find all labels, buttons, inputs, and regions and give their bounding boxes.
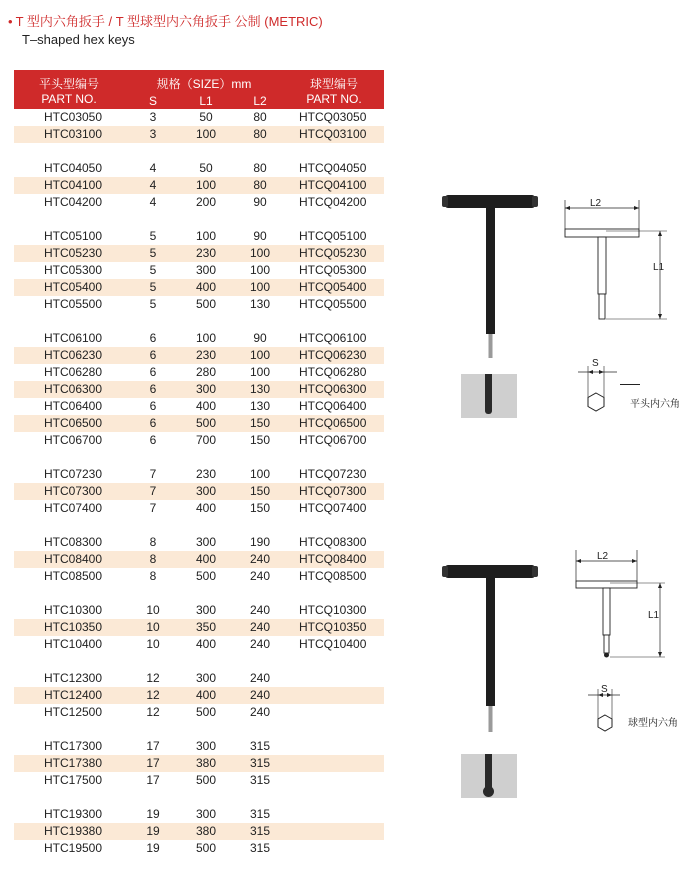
table-row	[14, 177, 384, 194]
dim-s-top: S	[592, 358, 599, 369]
size-s-cell: 4	[149, 178, 157, 192]
ball-part-no-cell: HTCQ08400	[299, 552, 367, 566]
size-l1-cell: 400	[195, 501, 217, 515]
size-s-cell: 8	[149, 552, 157, 566]
size-s-cell: 5	[149, 263, 157, 277]
size-l1-cell: 500	[195, 705, 217, 719]
part-no-cell: HTC06500	[44, 416, 103, 430]
size-s-cell: 17	[146, 773, 160, 787]
ball-part-no-cell: HTCQ06500	[299, 416, 367, 430]
size-l2-cell: 240	[249, 603, 271, 617]
size-l2-cell: 90	[253, 195, 267, 209]
ball-part-no-cell: HTCQ06700	[299, 433, 367, 447]
size-l2-cell: 240	[249, 688, 271, 702]
size-l1-cell: 500	[195, 773, 217, 787]
group-spacer	[14, 585, 384, 602]
dim-l1-top: L1	[653, 262, 665, 273]
size-s-cell: 19	[146, 807, 160, 821]
page-title	[8, 14, 323, 30]
size-l2-cell: 100	[249, 246, 271, 260]
size-l1-cell: 300	[195, 739, 217, 753]
table-row	[14, 636, 384, 653]
size-s-cell: 12	[146, 671, 160, 685]
caption-flat-hex: 平头内六角	[630, 399, 680, 410]
part-no-cell: HTC10300	[44, 603, 103, 617]
size-l2-cell: 190	[249, 535, 271, 549]
ball-part-no-cell: HTCQ05230	[299, 246, 367, 260]
size-l1-cell: 300	[195, 535, 217, 549]
size-l1-cell: 400	[195, 399, 217, 413]
part-no-cell: HTC17500	[44, 773, 103, 787]
size-l2-cell: 90	[253, 331, 267, 345]
ball-part-no-cell: HTCQ04100	[299, 178, 367, 192]
ball-part-no-cell: HTCQ08300	[299, 535, 367, 549]
table-row	[14, 245, 384, 262]
size-l2-cell: 90	[253, 229, 267, 243]
size-l2-cell: 315	[249, 841, 271, 855]
size-s-cell: 6	[149, 331, 157, 345]
size-l2-cell: 150	[249, 433, 271, 447]
size-l1-cell: 400	[195, 688, 217, 702]
size-l1-cell: 380	[195, 824, 217, 838]
ball-part-no-cell: HTCQ04050	[299, 161, 367, 175]
group-spacer	[14, 721, 384, 738]
size-s-cell: 7	[149, 501, 157, 515]
part-no-cell: HTC12500	[44, 705, 103, 719]
part-no-cell: HTC05400	[44, 280, 103, 294]
hex-key-tip-closeup-top	[461, 374, 517, 418]
table-row	[14, 381, 384, 398]
group-spacer	[14, 313, 384, 330]
page-subtitle: T–shaped hex keys	[22, 32, 135, 47]
size-l1-cell: 400	[195, 637, 217, 651]
part-no-cell: HTC03100	[44, 127, 103, 141]
part-no-cell: HTC17300	[44, 739, 103, 753]
dim-l1-bottom: L1	[648, 610, 660, 621]
ball-part-no-cell: HTCQ03100	[299, 127, 367, 141]
table-row	[14, 432, 384, 449]
size-s-cell: 6	[149, 348, 157, 362]
size-l1-cell: 230	[195, 348, 217, 362]
flat-hex-key-drawing	[555, 195, 675, 325]
part-no-cell: HTC12400	[44, 688, 103, 702]
part-no-cell: HTC19380	[44, 824, 103, 838]
size-l2-cell: 150	[249, 501, 271, 515]
size-l1-cell: 700	[195, 433, 217, 447]
size-l1-cell: 400	[195, 280, 217, 294]
header-ball-en: PART NO.	[306, 92, 362, 106]
table-row	[14, 704, 384, 721]
part-no-cell: HTC07400	[44, 501, 103, 515]
table-row	[14, 296, 384, 313]
size-l2-cell: 100	[249, 348, 271, 362]
size-l1-cell: 50	[199, 110, 213, 124]
size-l1-cell: 50	[199, 161, 213, 175]
size-l2-cell: 240	[249, 637, 271, 651]
ball-part-no-cell: HTCQ05500	[299, 297, 367, 311]
part-no-cell: HTC03050	[44, 110, 103, 124]
ball-part-no-cell: HTCQ05300	[299, 263, 367, 277]
part-no-cell: HTC04200	[44, 195, 103, 209]
table-row	[14, 602, 384, 619]
header-s: S	[148, 94, 157, 108]
size-l2-cell: 100	[249, 263, 271, 277]
size-l2-cell: 315	[249, 756, 271, 770]
size-s-cell: 6	[149, 399, 157, 413]
size-l1-cell: 300	[195, 603, 217, 617]
table-row	[14, 398, 384, 415]
ball-part-no-cell: HTCQ07230	[299, 467, 367, 481]
size-l2-cell: 240	[249, 705, 271, 719]
part-no-cell: HTC06100	[44, 331, 103, 345]
table-row	[14, 619, 384, 636]
size-s-cell: 3	[149, 127, 157, 141]
size-s-cell: 19	[146, 841, 160, 855]
size-l1-cell: 100	[195, 127, 217, 141]
size-l2-cell: 80	[253, 178, 267, 192]
size-l1-cell: 230	[195, 467, 217, 481]
table-row	[14, 772, 384, 789]
size-l1-cell: 500	[195, 416, 217, 430]
hex-key-tip-closeup-bottom	[461, 754, 517, 798]
group-spacer	[14, 789, 384, 806]
part-no-cell: HTC17380	[44, 756, 103, 770]
group-spacer	[14, 449, 384, 466]
header-part-en: PART NO.	[41, 92, 97, 106]
table-row	[14, 415, 384, 432]
part-no-cell: HTC06300	[44, 382, 103, 396]
size-s-cell: 7	[149, 484, 157, 498]
bullet-icon: •	[8, 14, 13, 29]
part-no-cell: HTC04100	[44, 178, 103, 192]
size-s-cell: 4	[149, 161, 157, 175]
spec-table	[14, 70, 384, 857]
ball-part-no-cell: HTCQ06280	[299, 365, 367, 379]
table-row	[14, 687, 384, 704]
table-row	[14, 262, 384, 279]
part-no-cell: HTC08300	[44, 535, 103, 549]
table-row	[14, 738, 384, 755]
part-no-cell: HTC06230	[44, 348, 103, 362]
ball-part-no-cell: HTCQ03050	[299, 110, 367, 124]
part-no-cell: HTC10350	[44, 620, 103, 634]
size-l1-cell: 100	[195, 229, 217, 243]
size-s-cell: 5	[149, 229, 157, 243]
size-l1-cell: 300	[195, 484, 217, 498]
part-no-cell: HTC05100	[44, 229, 103, 243]
part-no-cell: HTC06400	[44, 399, 103, 413]
table-row	[14, 755, 384, 772]
size-l2-cell: 240	[249, 552, 271, 566]
part-no-cell: HTC05500	[44, 297, 103, 311]
table-row	[14, 228, 384, 245]
part-no-cell: HTC06280	[44, 365, 103, 379]
dim-s-bottom: S	[601, 684, 608, 695]
size-l1-cell: 100	[195, 178, 217, 192]
page-title-text: T 型内六角扳手 / T 型球型内六角扳手 公制 (METRIC)	[15, 14, 323, 29]
size-s-cell: 8	[149, 569, 157, 583]
size-s-cell: 6	[149, 365, 157, 379]
part-no-cell: HTC05300	[44, 263, 103, 277]
ball-part-no-cell: HTCQ06300	[299, 382, 367, 396]
ball-part-no-cell: HTCQ08500	[299, 569, 367, 583]
size-l1-cell: 500	[195, 569, 217, 583]
part-no-cell: HTC07300	[44, 484, 103, 498]
size-l2-cell: 80	[253, 127, 267, 141]
caption-ball-hex: 球型内六角	[628, 718, 678, 729]
size-l2-cell: 100	[249, 467, 271, 481]
size-s-cell: 6	[149, 382, 157, 396]
header-size: 规格（SIZE）mm	[156, 77, 252, 91]
size-l1-cell: 500	[195, 841, 217, 855]
table-row	[14, 500, 384, 517]
header-l2: L2	[253, 94, 267, 108]
part-no-cell: HTC05230	[44, 246, 103, 260]
size-l1-cell: 100	[195, 331, 217, 345]
header-l1: L1	[199, 94, 213, 108]
part-no-cell: HTC08400	[44, 552, 103, 566]
leader-line-top	[620, 384, 640, 385]
part-no-cell: HTC19300	[44, 807, 103, 821]
size-s-cell: 12	[146, 705, 160, 719]
table-row	[14, 483, 384, 500]
size-l2-cell: 315	[249, 807, 271, 821]
ball-part-no-cell: HTCQ07400	[299, 501, 367, 515]
ball-hex-key-drawing	[565, 545, 675, 665]
size-s-cell: 10	[146, 603, 160, 617]
size-l1-cell: 500	[195, 297, 217, 311]
part-no-cell: HTC06700	[44, 433, 103, 447]
size-l2-cell: 240	[249, 620, 271, 634]
table-row	[14, 126, 384, 143]
size-l2-cell: 315	[249, 824, 271, 838]
size-s-cell: 3	[149, 110, 157, 124]
size-l2-cell: 240	[249, 671, 271, 685]
size-s-cell: 10	[146, 620, 160, 634]
table-row	[14, 330, 384, 347]
size-s-cell: 12	[146, 688, 160, 702]
size-s-cell: 8	[149, 535, 157, 549]
group-spacer	[14, 211, 384, 228]
table-row	[14, 823, 384, 840]
table-row	[14, 568, 384, 585]
header-part-cn: 平头型编号	[38, 77, 99, 91]
size-l1-cell: 300	[195, 263, 217, 277]
ball-part-no-cell: HTCQ06400	[299, 399, 367, 413]
size-l2-cell: 80	[253, 161, 267, 175]
table-row	[14, 840, 384, 857]
ball-part-no-cell: HTCQ07300	[299, 484, 367, 498]
group-spacer	[14, 517, 384, 534]
ball-part-no-cell: HTCQ05100	[299, 229, 367, 243]
size-s-cell: 5	[149, 297, 157, 311]
size-l1-cell: 300	[195, 807, 217, 821]
table-row	[14, 109, 384, 126]
ball-part-no-cell: HTCQ04200	[299, 195, 367, 209]
part-no-cell: HTC04050	[44, 161, 103, 175]
table-row	[14, 160, 384, 177]
ball-part-no-cell: HTCQ06230	[299, 348, 367, 362]
dim-l2-top: L2	[590, 198, 602, 209]
size-l1-cell: 300	[195, 671, 217, 685]
size-l2-cell: 130	[249, 399, 271, 413]
part-no-cell: HTC07230	[44, 467, 103, 481]
size-l2-cell: 80	[253, 110, 267, 124]
table-row	[14, 194, 384, 211]
size-s-cell: 7	[149, 467, 157, 481]
group-spacer	[14, 143, 384, 160]
size-l2-cell: 240	[249, 569, 271, 583]
part-no-cell: HTC10400	[44, 637, 103, 651]
size-l2-cell: 150	[249, 484, 271, 498]
header-ball-cn: 球型编号	[309, 77, 358, 91]
size-l2-cell: 100	[249, 365, 271, 379]
table-row	[14, 551, 384, 568]
table-row	[14, 279, 384, 296]
size-l2-cell: 130	[249, 297, 271, 311]
size-l2-cell: 315	[249, 773, 271, 787]
size-s-cell: 5	[149, 246, 157, 260]
size-l1-cell: 350	[195, 620, 217, 634]
size-l2-cell: 130	[249, 382, 271, 396]
table-row	[14, 466, 384, 483]
size-s-cell: 10	[146, 637, 160, 651]
size-l1-cell: 380	[195, 756, 217, 770]
size-l1-cell: 200	[195, 195, 217, 209]
group-spacer	[14, 653, 384, 670]
ball-part-no-cell: HTCQ06100	[299, 331, 367, 345]
hex-key-photo-top	[440, 190, 540, 360]
table-row	[14, 806, 384, 823]
size-s-cell: 19	[146, 824, 160, 838]
size-l1-cell: 300	[195, 382, 217, 396]
size-l1-cell: 230	[195, 246, 217, 260]
table-body	[14, 109, 384, 857]
size-l1-cell: 280	[195, 365, 217, 379]
size-s-cell: 6	[149, 433, 157, 447]
table-row	[14, 347, 384, 364]
hex-key-photo-bottom	[440, 560, 540, 735]
dim-l2-bottom: L2	[597, 551, 609, 562]
size-l2-cell: 100	[249, 280, 271, 294]
size-l1-cell: 400	[195, 552, 217, 566]
size-l2-cell: 315	[249, 739, 271, 753]
part-no-cell: HTC08500	[44, 569, 103, 583]
ball-part-no-cell: HTCQ05400	[299, 280, 367, 294]
size-s-cell: 17	[146, 739, 160, 753]
part-no-cell: HTC12300	[44, 671, 103, 685]
size-s-cell: 6	[149, 416, 157, 430]
ball-part-no-cell: HTCQ10300	[299, 603, 367, 617]
ball-part-no-cell: HTCQ10350	[299, 620, 367, 634]
table-row	[14, 364, 384, 381]
table-header	[14, 70, 384, 109]
size-s-cell: 4	[149, 195, 157, 209]
table-row	[14, 534, 384, 551]
part-no-cell: HTC19500	[44, 841, 103, 855]
ball-part-no-cell: HTCQ10400	[299, 637, 367, 651]
size-s-cell: 5	[149, 280, 157, 294]
size-s-cell: 17	[146, 756, 160, 770]
table-row	[14, 670, 384, 687]
size-l2-cell: 150	[249, 416, 271, 430]
